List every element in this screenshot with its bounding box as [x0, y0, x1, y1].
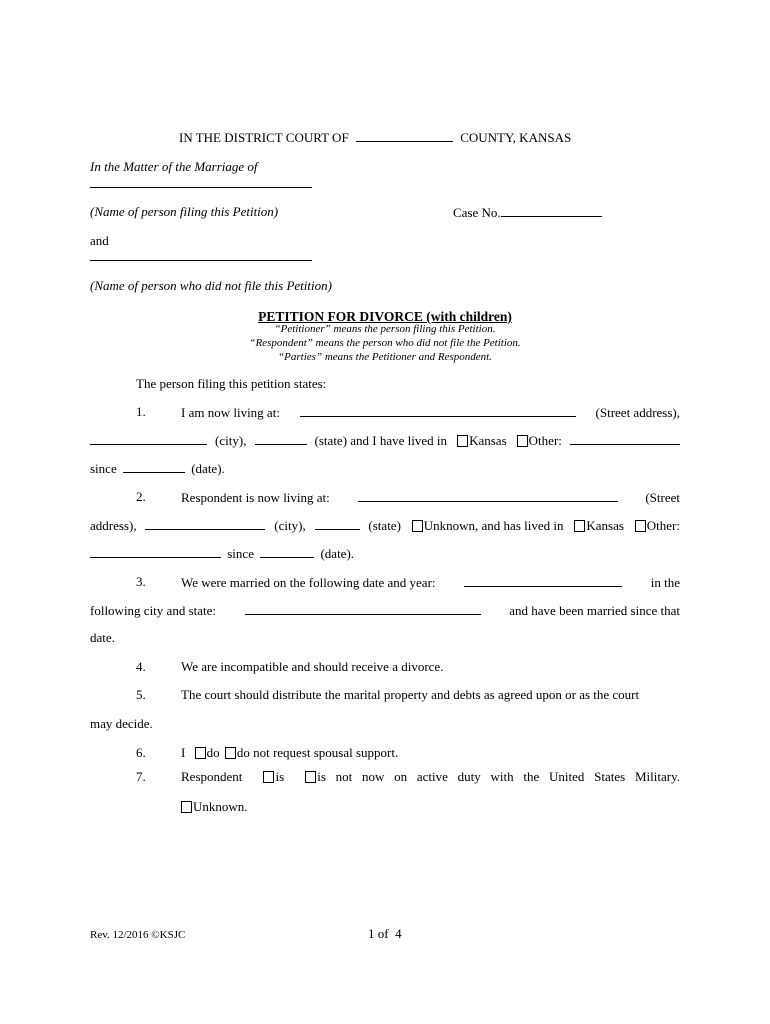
court-prefix: IN THE DISTRICT COURT OF	[179, 130, 349, 145]
item5-number: 5.	[136, 687, 146, 702]
respondent-other-label: Other:	[646, 518, 680, 533]
item1-number: 1.	[136, 404, 146, 419]
respondent-city-label: (city),	[274, 518, 306, 533]
item2-line2	[90, 517, 680, 534]
and-label: and	[90, 233, 109, 248]
item7-line1	[181, 769, 680, 785]
city-state-label: following city and state:	[90, 603, 217, 618]
other-location-field[interactable]	[570, 432, 680, 445]
marriage-date-field[interactable]	[464, 574, 622, 587]
respondent-caption: (Name of person who did not file this Petition)	[90, 278, 332, 293]
marriage-place-field[interactable]	[245, 602, 481, 615]
do-label: do	[206, 745, 220, 760]
item6-number: 6.	[136, 745, 146, 760]
kansas-label: Kansas	[469, 433, 507, 448]
respondent-state-field[interactable]	[315, 517, 360, 530]
item7-respondent-label: Respondent	[181, 769, 243, 784]
married-date-label: We were married on the following date and year:	[181, 575, 436, 590]
respondent-other-location-field[interactable]	[90, 545, 221, 558]
petitioner-name-field[interactable]	[90, 187, 312, 188]
item3-date-label: date.	[90, 630, 115, 645]
definition-respondent: “Respondent” means the person who did not file the Petition.	[249, 337, 521, 349]
unknown-address-checkbox[interactable]	[412, 520, 423, 532]
respondent-since-date-field[interactable]	[260, 545, 314, 558]
date-label: (date).	[191, 461, 225, 476]
item5-text: The court should distribute the marital property and debts as agreed upon or as the court	[181, 687, 640, 702]
respondent-other-checkbox[interactable]	[635, 520, 646, 532]
item2-line3	[90, 545, 354, 562]
item5-continuation: may decide.	[90, 716, 153, 731]
state-lived-label: (state) and I have lived in	[314, 433, 448, 448]
married-since-label: and have been married since that	[509, 603, 680, 618]
respondent-city-field[interactable]	[145, 517, 265, 530]
respondent-living-label: Respondent is now living at:	[181, 490, 330, 505]
petitioner-street-field[interactable]	[300, 404, 576, 417]
item4-text: We are incompatible and should receive a divorce.	[181, 659, 444, 674]
item1-line1	[181, 404, 680, 421]
item7-line2	[181, 799, 248, 815]
do-not-label: do not request spousal support.	[236, 745, 399, 760]
court-suffix: COUNTY, KANSAS	[460, 130, 572, 145]
item1-living-label: I am now living at:	[181, 405, 280, 420]
respondent-kansas-label: Kansas	[586, 518, 624, 533]
petitioner-city-field[interactable]	[90, 432, 207, 445]
street-address-label: (Street address),	[595, 405, 680, 420]
item1-line2	[90, 432, 680, 449]
item6-i-label: I	[181, 745, 186, 760]
spousal-do-not-checkbox[interactable]	[225, 747, 236, 759]
case-number	[453, 204, 602, 221]
case-no-label: Case No.	[453, 205, 501, 220]
other-checkbox[interactable]	[517, 435, 528, 447]
respondent-name-field[interactable]	[90, 260, 312, 261]
in-the-label: in the	[650, 575, 680, 590]
kansas-checkbox[interactable]	[457, 435, 468, 447]
other-label: Other:	[528, 433, 562, 448]
respondent-street-field[interactable]	[358, 489, 618, 502]
item3-line2	[90, 602, 680, 619]
since-date-field[interactable]	[123, 460, 185, 473]
item2-line1	[181, 489, 680, 506]
is-not-label: is not now on active duty with the United States Military.	[317, 769, 680, 784]
page-number: 1 of 4	[368, 926, 402, 941]
military-unknown-checkbox[interactable]	[181, 801, 192, 813]
item6-line	[181, 745, 398, 761]
respondent-kansas-checkbox[interactable]	[574, 520, 585, 532]
is-label: is	[275, 769, 285, 784]
unknown-lived-label: Unknown, and has lived in	[423, 518, 564, 533]
since-label: since	[90, 461, 117, 476]
address-label: address),	[90, 518, 137, 533]
respondent-since-label: since	[227, 546, 254, 561]
item2-number: 2.	[136, 489, 146, 504]
petitioner-caption: (Name of person filing this Petition)	[90, 204, 279, 219]
definition-parties: “Parties” means the Petitioner and Respondent.	[278, 351, 492, 363]
unknown-label: Unknown.	[193, 799, 248, 814]
matter-label: In the Matter of the Marriage of	[90, 159, 258, 174]
item7-number: 7.	[136, 769, 146, 784]
petition-title: PETITION FOR DIVORCE (with children)	[258, 309, 512, 324]
street-label: (Street	[645, 490, 680, 505]
respondent-date-label: (date).	[320, 546, 355, 561]
intro-text: The person filing this petition states:	[136, 376, 327, 391]
court-heading	[179, 129, 571, 146]
definition-petitioner: “Petitioner” means the person filing this Petition.	[274, 323, 496, 335]
item1-line3	[90, 460, 225, 477]
military-is-not-checkbox[interactable]	[305, 771, 316, 783]
item3-number: 3.	[136, 574, 146, 589]
item4-number: 4.	[136, 659, 146, 674]
county-field[interactable]	[356, 129, 453, 142]
spousal-do-checkbox[interactable]	[195, 747, 206, 759]
revision-label: Rev. 12/2016 ©KSJC	[90, 929, 186, 941]
item3-line1	[181, 574, 680, 591]
respondent-state-label: (state)	[368, 518, 401, 533]
city-label: (city),	[215, 433, 247, 448]
petitioner-state-field[interactable]	[255, 432, 307, 445]
case-no-field[interactable]	[501, 204, 602, 217]
military-is-checkbox[interactable]	[263, 771, 274, 783]
